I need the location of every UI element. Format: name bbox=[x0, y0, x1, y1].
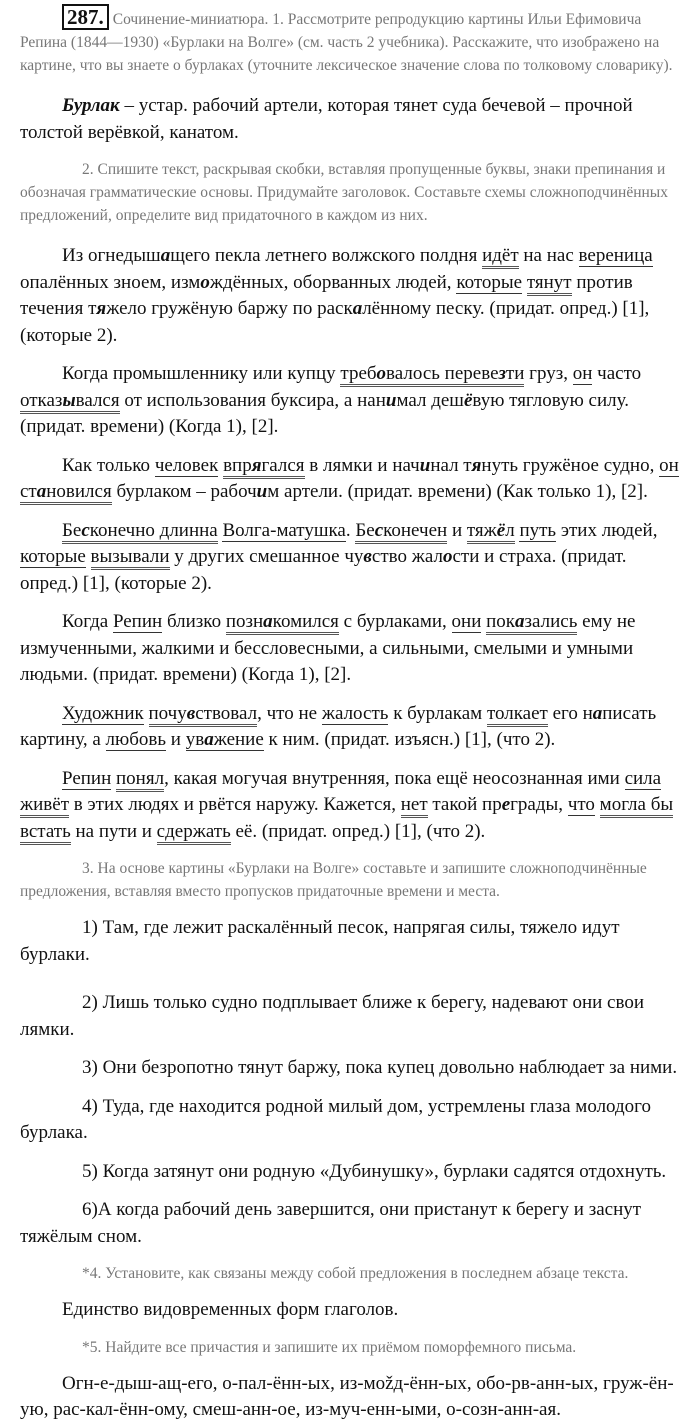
text-segment: сти и страха. (придат. опред.) [1], (которые 2). bbox=[20, 546, 627, 594]
text-segment bbox=[86, 546, 91, 567]
inserted-letter: я bbox=[96, 298, 107, 319]
text-segment: лённому песку. (придат. опред.) [1], (которые 2). bbox=[20, 298, 650, 346]
text-segment: грады, bbox=[510, 794, 568, 815]
text-segment: близко bbox=[162, 611, 226, 632]
text-segment: вую тягловую силу. (придат. времени) (Когда 1), [2]. bbox=[20, 389, 629, 437]
inserted-letter: а bbox=[352, 298, 363, 319]
predicate-underline-inserted-letter: в bbox=[187, 703, 196, 727]
predicate-underline: толкает bbox=[487, 703, 548, 727]
text-segment: у других смешанное чу bbox=[169, 546, 364, 567]
text-segment: на пути и bbox=[70, 820, 157, 842]
predicate-underline-inserted-letter: с bbox=[81, 520, 89, 544]
text-segment: щего пекла летнего волжского полдня bbox=[170, 245, 483, 266]
subject-underline: он bbox=[659, 454, 679, 476]
text-segment: жело гружёную баржу по раск bbox=[106, 298, 353, 319]
answer-paragraph bbox=[20, 701, 686, 754]
predicate-underline-inserted-letter: о bbox=[377, 363, 387, 387]
answer-paragraph bbox=[20, 609, 686, 689]
text-segment: ство жал bbox=[371, 546, 443, 567]
subject-underline: которые bbox=[456, 271, 523, 293]
numbered-sentence: 4) Туда, где находится родной милый дом, устремлены глаза молодого бурлака. bbox=[20, 1095, 651, 1143]
predicate-underline: л bbox=[505, 520, 514, 544]
inserted-letter: е bbox=[501, 794, 511, 815]
inserted-letter: в bbox=[363, 546, 372, 567]
predicate-underline: сдержать bbox=[157, 821, 231, 845]
task-4-answer: Единство видовременных форм глаголов. bbox=[62, 1299, 399, 1320]
predicate-underline: ти bbox=[506, 363, 524, 387]
predicate-underline: понял bbox=[116, 768, 164, 792]
predicate-underline: новился bbox=[46, 481, 111, 505]
task-1-text: Сочинение-миниатюра. 1. Рассмотрите репродукцию картины Ильи Ефимовича Репина (1844—1930) «Бурлаки на Волге» (см. часть 2 учебника). Расскажите, что изображено на картине, что вы знаете о бурлаках (уточните лексическое значение слова по толковому словарику). bbox=[20, 11, 673, 74]
text-segment: мал деш bbox=[396, 389, 464, 411]
subject-underline: Художник bbox=[62, 702, 144, 724]
predicate-underline: тянут bbox=[527, 272, 572, 296]
predicate-underline: ствовал bbox=[195, 703, 257, 727]
text-segment: . bbox=[345, 519, 356, 541]
numbered-sentence: 1) Там, где лежит раскалённый песок, напрягая силы, тяжело идут бурлаки. bbox=[20, 917, 620, 965]
text-segment: Как только bbox=[62, 454, 155, 476]
text-segment: в лямки и нач bbox=[304, 454, 420, 476]
predicate-underline: впр bbox=[223, 455, 252, 479]
text-segment: к бурлакам bbox=[388, 702, 487, 724]
text-segment: писать картину, а bbox=[20, 702, 657, 750]
definition-text: – устар. рабочий артели, которая тянет суда бечевой – прочной толстой верёвкой, канатом. bbox=[20, 95, 633, 143]
exercise-number: 287. bbox=[62, 4, 109, 30]
text-segment: к ним. (придат. изъясн.) [1], (что 2). bbox=[263, 729, 556, 750]
text-segment: Из огнедыш bbox=[62, 245, 161, 266]
inserted-letter: и bbox=[419, 454, 431, 476]
subject-underline: вереница bbox=[578, 245, 653, 266]
inserted-letter: а bbox=[592, 702, 603, 724]
predicate-underline: конечно длинна bbox=[90, 520, 218, 544]
task-1 bbox=[20, 4, 686, 77]
predicate-underline-inserted-letter: а bbox=[515, 611, 525, 635]
text-segment: ждённых, оборванных людей, bbox=[209, 271, 457, 293]
text-segment: с бурлаками, bbox=[338, 611, 452, 632]
subject-underline: жение bbox=[213, 729, 264, 750]
predicate-underline: идёт bbox=[482, 245, 519, 269]
text-segment: бурлаком – рабоч bbox=[111, 481, 257, 502]
text-segment: её. (придат. опред.) [1], (что 2). bbox=[230, 820, 486, 842]
predicate-underline-inserted-letter: а bbox=[37, 481, 47, 505]
subject-underline: которые bbox=[20, 546, 86, 567]
task-2: 2. Спишите текст, раскрывая скобки, вставляя пропущенные буквы, знаки препинания и обозначая грамматические основы. Придумайте заголовок. Составьте схемы сложноподчинённых предложений, определите вид придаточного в каждом из них. bbox=[20, 161, 668, 224]
predicate-underline-inserted-letter: с bbox=[375, 520, 383, 544]
sentence-list bbox=[20, 915, 686, 1262]
text-segment: его н bbox=[547, 702, 593, 724]
text-segment: , какая могучая внутренняя, пока ещё неосознанная ими bbox=[164, 767, 625, 789]
predicate-underline: конечен bbox=[383, 520, 447, 544]
text-segment: такой пр bbox=[427, 794, 502, 815]
inserted-letter: ё bbox=[463, 389, 473, 411]
text-segment: нал т bbox=[430, 454, 472, 476]
numbered-sentence: 2) Лишь только судно подплывает ближе к берегу, надевают они свои лямки. bbox=[20, 992, 644, 1040]
subject-underline: что bbox=[567, 794, 595, 815]
text-segment: Когда промышленнику или купцу bbox=[62, 363, 341, 384]
answer-text bbox=[20, 243, 686, 857]
subject-underline-inserted-letter: а bbox=[204, 729, 214, 750]
text-segment: опалённых зноем, изм bbox=[20, 271, 201, 293]
task-5-answer: Огн-е-дыш-ащ-его, о-пал-ённ-ых, из-мožд-ённ-ых, обо-рв-анн-ых, груж-ён-ую, рас-кал-ённ-ому, смеш-анн-ое, из-муч-енн-ыми, о-созн-анн-ая. bbox=[20, 1372, 674, 1420]
predicate-underline: комился bbox=[273, 611, 339, 635]
text-segment: Когда bbox=[62, 611, 113, 632]
predicate-underline: треб bbox=[340, 363, 376, 387]
inserted-letter: и bbox=[256, 481, 268, 502]
numbered-sentence: 5) Когда затянут они родную «Дубинушку», бурлаки садятся отдохнуть. bbox=[82, 1160, 667, 1182]
answer-paragraph bbox=[20, 453, 686, 506]
predicate-underline-inserted-letter: ы bbox=[62, 390, 75, 414]
predicate-underline: ст bbox=[20, 481, 37, 505]
predicate-underline: почу bbox=[149, 703, 187, 727]
predicate-underline: Бе bbox=[62, 520, 81, 544]
predicate-underline: зались bbox=[525, 611, 578, 635]
predicate-underline-inserted-letter: з bbox=[499, 363, 506, 387]
subject-underline: он bbox=[572, 363, 593, 384]
text-segment: против течения т bbox=[20, 271, 633, 319]
numbered-sentence: 3) Они безропотно тянут баржу, пока купец довольно наблюдает за ними. bbox=[82, 1057, 678, 1078]
answer-paragraph bbox=[20, 766, 686, 846]
subject-underline: сила bbox=[624, 767, 662, 789]
text-segment: , что не bbox=[257, 702, 322, 724]
text-segment: груз, bbox=[524, 363, 573, 384]
text-segment: ему не измученными, жалкими и бессловесными, а сильными, смелыми и умными людьми. (придат. времени) (Когда 1), [2]. bbox=[20, 611, 636, 685]
predicate-underline-inserted-letter: я bbox=[252, 455, 262, 479]
inserted-letter: я bbox=[471, 454, 482, 476]
task-4: *4. Установите, как связаны между собой предложения в последнем абзаце текста. bbox=[82, 1265, 629, 1282]
text-segment bbox=[595, 794, 600, 815]
predicate-underline: отказ bbox=[20, 390, 62, 414]
definition bbox=[20, 93, 686, 146]
inserted-letter: о bbox=[442, 546, 453, 567]
predicate-underline: вызывали bbox=[91, 546, 170, 570]
subject-underline: путь bbox=[519, 519, 557, 541]
task-5: *5. Найдите все причастия и запишите их приёмом поморфемного письма. bbox=[82, 1338, 577, 1356]
predicate-underline: вался bbox=[76, 390, 120, 414]
predicate-underline: пок bbox=[486, 611, 515, 635]
predicate-underline: валось переве bbox=[386, 363, 498, 387]
text-segment: и bbox=[447, 519, 467, 541]
predicate-underline-inserted-letter: а bbox=[263, 611, 273, 635]
text-segment: часто bbox=[592, 363, 642, 384]
task-3: 3. На основе картины «Бурлаки на Волге» составьте и запишите сложноподчинённые предложения, вставляя вместо пропусков придаточные времени и места. bbox=[20, 860, 647, 900]
subject-underline: они bbox=[451, 611, 482, 632]
inserted-letter: о bbox=[200, 271, 210, 293]
predicate-underline: нет bbox=[401, 794, 428, 818]
subject-underline: человек bbox=[154, 454, 219, 476]
predicate-underline-inserted-letter: ё bbox=[497, 520, 505, 544]
subject-underline: Репин bbox=[112, 611, 163, 632]
text-segment: этих людей, bbox=[556, 519, 658, 541]
text-segment: м артели. (придат. времени) (Как только 1), [2]. bbox=[267, 481, 648, 502]
answer-paragraph bbox=[20, 243, 686, 349]
numbered-sentence: 6)А когда рабочий день завершится, они пристанут к берегу и заснут тяжёлым сном. bbox=[20, 1199, 642, 1247]
subject-underline: Волга-матушка bbox=[222, 519, 346, 541]
predicate-underline: могла бы встать bbox=[20, 794, 673, 845]
predicate-underline: тяж bbox=[467, 520, 497, 544]
subject-underline: жалость bbox=[321, 702, 389, 724]
text-segment: в этих людях и рвётся наружу. Кажется, bbox=[69, 794, 401, 815]
predicate-underline: позн bbox=[226, 611, 263, 635]
subject-underline: Репин bbox=[62, 767, 112, 789]
predicate-underline: живёт bbox=[20, 794, 69, 818]
text-segment: на нас bbox=[518, 245, 579, 266]
text-segment: от использования буксира, а нан bbox=[119, 389, 386, 411]
inserted-letter: а bbox=[160, 245, 171, 266]
subject-underline: ув bbox=[185, 729, 205, 750]
predicate-underline: Бе bbox=[355, 520, 374, 544]
text-segment: нуть гружёное судно, bbox=[481, 454, 660, 476]
text-segment bbox=[144, 703, 149, 724]
predicate-underline: гался bbox=[262, 455, 305, 479]
answer-paragraph bbox=[20, 518, 686, 598]
subject-underline: любовь bbox=[105, 729, 167, 750]
definition-term: Бурлак bbox=[62, 95, 120, 116]
text-segment: и bbox=[166, 729, 186, 750]
answer-paragraph bbox=[20, 361, 686, 441]
inserted-letter: и bbox=[385, 389, 397, 411]
